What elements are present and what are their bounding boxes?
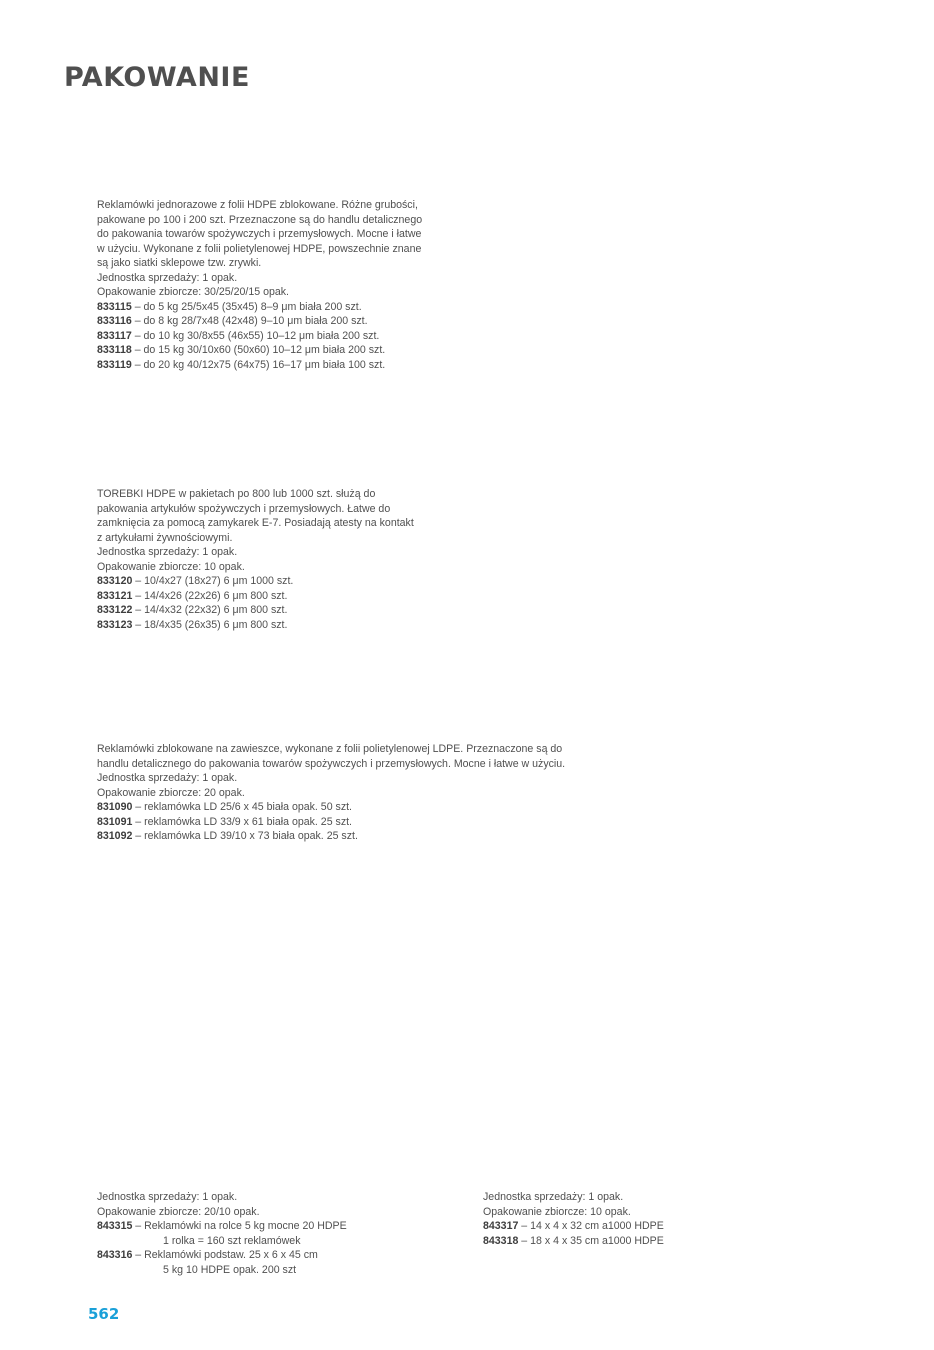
product-description: – 14 x 4 x 32 cm a1000 HDPE (518, 1220, 664, 1232)
product-line (97, 815, 565, 830)
product-code: 833122 (97, 604, 133, 616)
description-line: do pakowania towarów spożywczych i przemysłowych. Mocne i łatwe (97, 228, 422, 240)
sales-unit: Jednostka sprzedaży: 1 opak. (97, 1191, 238, 1203)
product-line (97, 800, 565, 815)
product-line (97, 343, 422, 358)
description-line: w użyciu. Wykonane z folii polietylenowej HDPE, powszechnie znane (97, 242, 422, 255)
product-line (97, 618, 414, 633)
product-line (483, 1234, 664, 1249)
product-line (97, 329, 422, 344)
page-number: 562 (88, 1305, 120, 1323)
product-code: 833123 (97, 618, 133, 631)
bulk-packaging: Opakowanie zbiorcze: 10 opak. (97, 560, 245, 573)
product-description: – 10/4x27 (18x27) 6 μm 1000 szt. (132, 575, 294, 587)
product-description: – do 8 kg 28/7x48 (42x48) 9–10 μm biała 200 szt. (131, 315, 368, 327)
product-description: – do 15 kg 30/10x60 (50x60) 10–12 μm biała 200 szt. (131, 344, 386, 356)
product-description: – reklamówka LD 39/10 x 73 biała opak. 25 szt. (132, 830, 358, 842)
description-line: z artykułami żywnościowymi. (97, 531, 233, 544)
product-section-hdpe-bulk (483, 1190, 664, 1248)
product-description: – reklamówka LD 33/9 x 61 biała opak. 25 szt. (132, 815, 353, 828)
product-line (97, 829, 565, 844)
sales-unit: Jednostka sprzedaży: 1 opak. (483, 1191, 624, 1203)
product-line (97, 314, 422, 329)
product-description: – Reklamówki podstaw. 25 x 6 x 45 cm (132, 1249, 318, 1261)
product-code: 831092 (97, 830, 133, 842)
product-section-hdpe-bags (97, 198, 422, 372)
product-code: 833118 (97, 344, 132, 356)
product-code: 833117 (97, 329, 132, 342)
sales-unit: Jednostka sprzedaży: 1 opak. (97, 271, 238, 284)
product-continuation: 5 kg 10 HDPE opak. 200 szt (163, 1263, 297, 1276)
product-line (97, 300, 422, 315)
description-line: pakowane po 100 i 200 szt. Przeznaczone są do handlu detalicznego (97, 213, 423, 226)
product-code: 843316 (97, 1249, 133, 1261)
description-line: TOREBKI HDPE w pakietach po 800 lub 1000 szt. służą do (97, 488, 376, 500)
bulk-packaging: Opakowanie zbiorcze: 10 opak. (483, 1205, 631, 1218)
description-line: Reklamówki jednorazowe z folii HDPE zblokowane. Różne grubości, (97, 199, 418, 211)
description-line: Reklamówki zblokowane na zawieszce, wykonane z folii polietylenowej LDPE. Przeznaczone są do (97, 743, 563, 755)
product-line (97, 358, 422, 373)
product-description: – 14/4x32 (22x32) 6 μm 800 szt. (132, 604, 288, 616)
product-line (97, 589, 414, 604)
product-code: 843318 (483, 1234, 519, 1247)
product-line (483, 1219, 664, 1234)
sales-unit: Jednostka sprzedaży: 1 opak. (97, 546, 238, 558)
bulk-packaging: Opakowanie zbiorcze: 30/25/20/15 opak. (97, 286, 289, 298)
product-description: – do 20 kg 40/12x75 (64x75) 16–17 μm biała 100 szt. (131, 358, 386, 371)
product-description: – reklamówka LD 25/6 x 45 biała opak. 50 szt. (132, 801, 353, 813)
page-title: PAKOWANIE (64, 62, 250, 93)
bulk-packaging: Opakowanie zbiorcze: 20/10 opak. (97, 1205, 260, 1218)
product-line (97, 1248, 347, 1263)
product-code: 833115 (97, 300, 132, 313)
product-description: – 18 x 4 x 35 cm a1000 HDPE (518, 1234, 664, 1247)
sales-unit: Jednostka sprzedaży: 1 opak. (97, 772, 238, 784)
product-continuation: 1 rolka = 160 szt reklamówek (163, 1234, 301, 1247)
product-code: 833116 (97, 315, 132, 327)
description-line: są jako siatki sklepowe tzw. zrywki. (97, 257, 262, 269)
product-section-ldpe-bags (97, 742, 565, 844)
product-description: – Reklamówki na rolce 5 kg mocne 20 HDPE (132, 1220, 347, 1232)
product-section-roll-bags (97, 1190, 347, 1277)
product-code: 833121 (97, 589, 133, 602)
product-description: – do 5 kg 25/5x45 (35x45) 8–9 μm biała 200 szt. (131, 300, 362, 313)
product-code: 843317 (483, 1220, 519, 1232)
product-line (97, 1219, 347, 1234)
product-section-hdpe-pouches (97, 487, 414, 632)
product-code: 831090 (97, 801, 133, 813)
product-code: 843315 (97, 1220, 133, 1232)
description-line: handlu detalicznego do pakowania towarów spożywczych i przemysłowych. Mocne i łatwe w użyciu. (97, 757, 566, 770)
description-line: zamknięcia za pomocą zamykarek E-7. Posiadają atesty na kontakt (97, 517, 414, 529)
product-line (97, 603, 414, 618)
product-code: 833119 (97, 358, 132, 371)
product-description: – do 10 kg 30/8x55 (46x55) 10–12 μm biała 200 szt. (131, 329, 380, 342)
product-line (97, 574, 414, 589)
description-line: pakowania artykułów spożywczych i przemysłowych. Łatwe do (97, 502, 391, 515)
product-description: – 14/4x26 (22x26) 6 μm 800 szt. (132, 589, 288, 602)
product-code: 833120 (97, 575, 133, 587)
product-code: 831091 (97, 815, 133, 828)
bulk-packaging: Opakowanie zbiorcze: 20 opak. (97, 786, 245, 799)
product-description: – 18/4x35 (26x35) 6 μm 800 szt. (132, 618, 288, 631)
